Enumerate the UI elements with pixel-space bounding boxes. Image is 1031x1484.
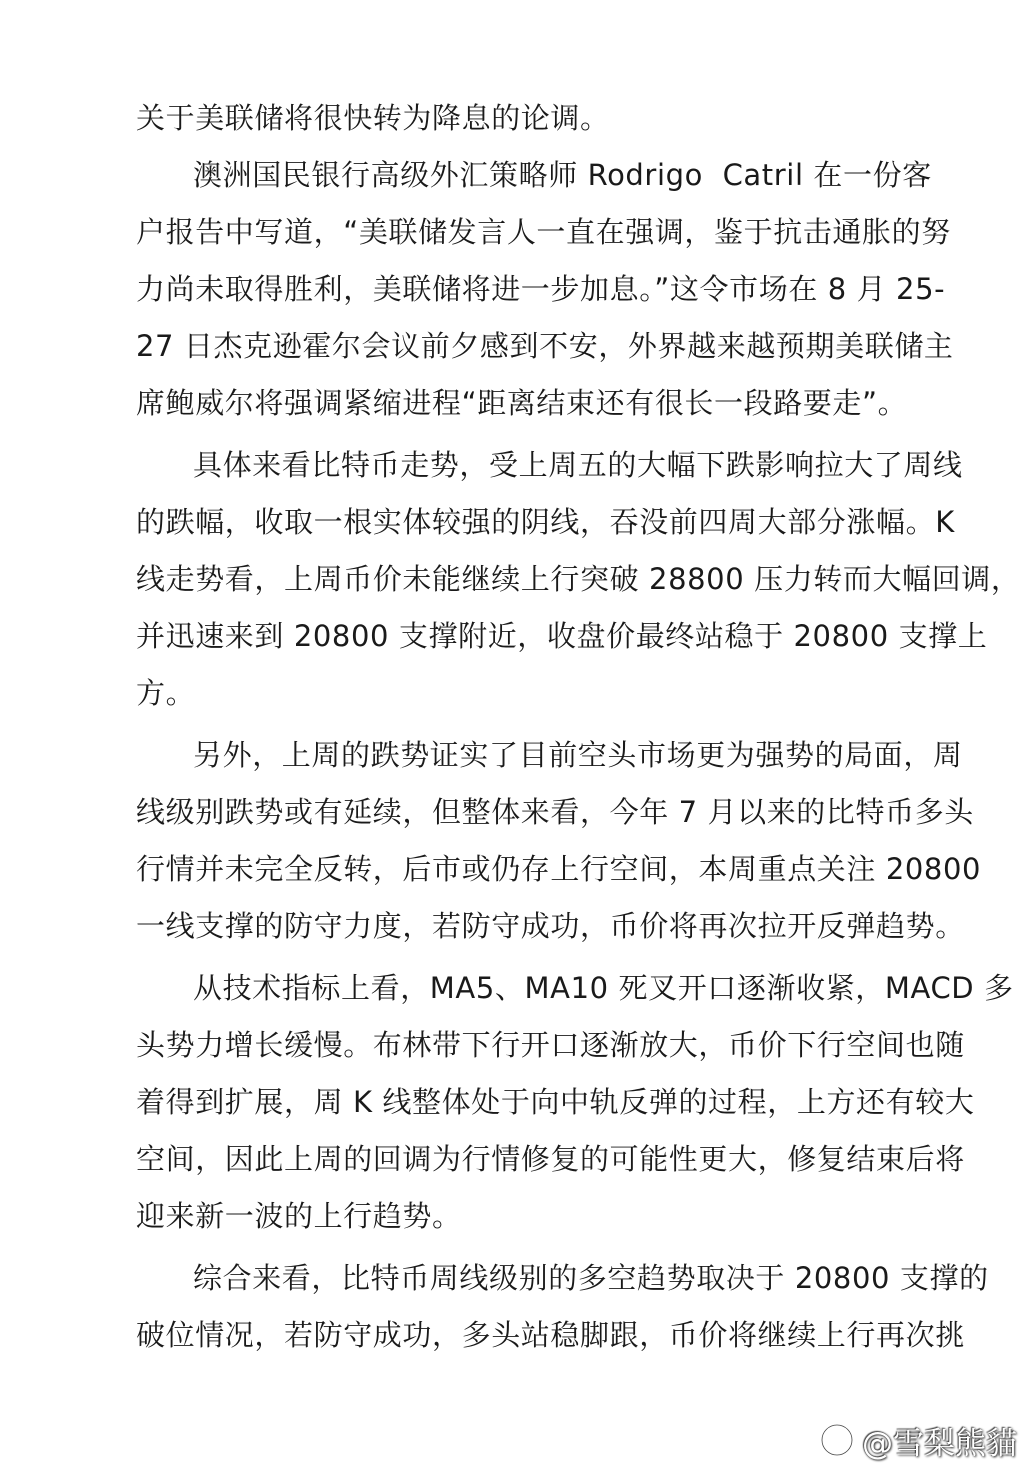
paragraph-line: 方。 bbox=[136, 676, 196, 710]
paragraph-line: 另外，上周的跌势证实了目前空头市场更为强势的局面，周 bbox=[193, 738, 963, 772]
paragraph-line: 行情并未完全反转，后市或仍存上行空间，本周重点关注 20800 bbox=[136, 852, 982, 886]
paragraph-line: 迎来新一波的上行趋势。 bbox=[136, 1199, 462, 1233]
paragraph-line: 线走势看，上周币价未能继续上行突破 28800 压力转而大幅回调， bbox=[136, 562, 1021, 596]
paragraph-line: 破位情况，若防守成功，多头站稳脚跟，币价将继续上行再次挑 bbox=[136, 1318, 965, 1352]
paragraph-line: 线级别跌势或有延续，但整体来看，今年 7 月以来的比特币多头 bbox=[136, 795, 974, 829]
paragraph-line: 户报告中写道，“美联储发言人一直在强调，鉴于抗击通胀的努 bbox=[136, 215, 951, 249]
paragraph-line: 空间，因此上周的回调为行情修复的可能性更大，修复结束后将 bbox=[136, 1142, 965, 1176]
paragraph-line: 27 日杰克逊霍尔会议前夕感到不安，外界越来越预期美联储主 bbox=[136, 329, 954, 363]
paragraph-line: 综合来看，比特币周线级别的多空趋势取决于 20800 支撑的 bbox=[193, 1261, 989, 1295]
weibo-style-logo-icon bbox=[818, 1421, 856, 1459]
paragraph-line: 关于美联储将很快转为降息的论调。 bbox=[136, 101, 610, 135]
paragraph-line: 的跌幅，收取一根实体较强的阴线，吞没前四周大部分涨幅。K bbox=[136, 505, 955, 539]
paragraph-line: 具体来看比特币走势，受上周五的大幅下跌影响拉大了周线 bbox=[193, 448, 963, 482]
paragraph-line: 并迅速来到 20800 支撑附近，收盘价最终站稳于 20800 支撑上 bbox=[136, 619, 988, 653]
paragraph-line: 力尚未取得胜利，美联储将进一步加息。”这令市场在 8 月 25- bbox=[136, 272, 946, 306]
paragraph-line: 席鲍威尔将强调紧缩进程“距离结束还有很长一段路要走”。 bbox=[136, 386, 908, 420]
watermark-text: @雪梨熊貓 bbox=[862, 1425, 1017, 1462]
paragraph-line: 头势力增长缓慢。布林带下行开口逐渐放大，币价下行空间也随 bbox=[136, 1028, 965, 1062]
paragraph-line: 从技术指标上看，MA5、MA10 死叉开口逐渐收紧，MACD 多 bbox=[193, 971, 1014, 1005]
paragraph-line: 一线支撑的防守力度，若防守成功，币价将再次拉开反弹趋势。 bbox=[136, 909, 965, 943]
watermark bbox=[818, 1418, 1017, 1462]
paragraph-line: 澳洲国民银行高级外汇策略师 Rodrigo Catril 在一份客 bbox=[193, 158, 932, 192]
paragraph-line: 着得到扩展，周 K 线整体处于向中轨反弹的过程，上方还有较大 bbox=[136, 1085, 975, 1119]
